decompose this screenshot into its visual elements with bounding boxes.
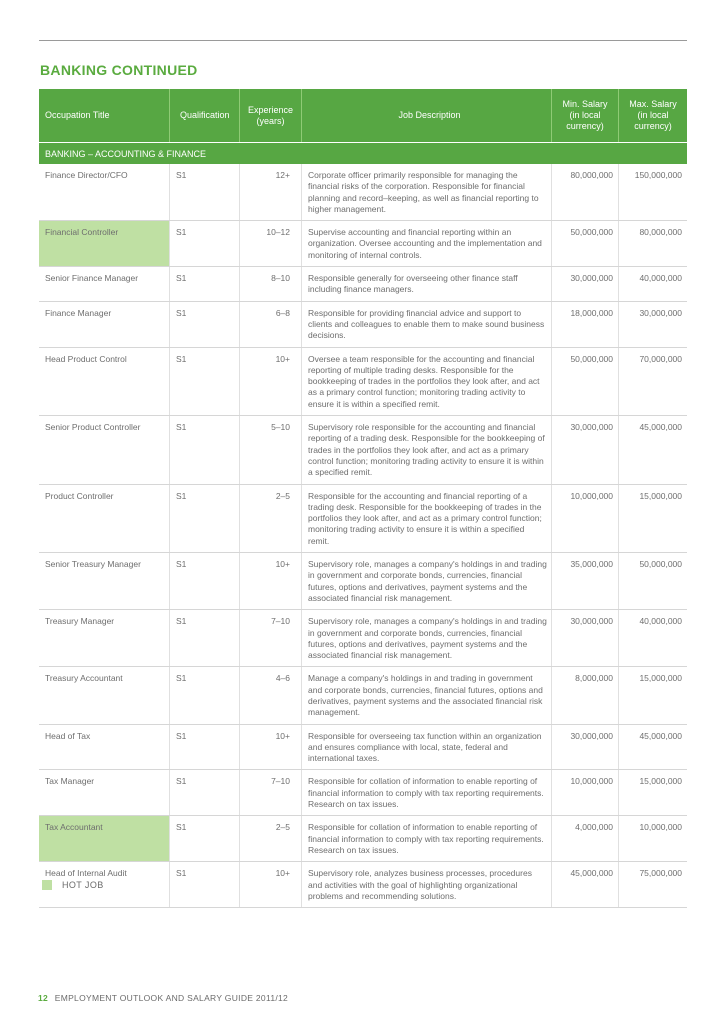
job-description: Responsible for overseeing tax function within an organization and ensures compliance with local, state, federal and international taxes. — [302, 725, 552, 770]
occupation-title: Finance Manager — [39, 302, 170, 347]
occupation-title: Head Product Control — [39, 348, 170, 415]
table-row — [39, 862, 687, 908]
min-salary: 30,000,000 — [552, 267, 619, 301]
experience: 8–10 — [240, 267, 302, 301]
qualification: S1 — [170, 221, 240, 266]
page-footer — [38, 993, 288, 1003]
qualification: S1 — [170, 164, 240, 220]
table-row — [39, 816, 687, 862]
header-max-salary: Max. Salary (in local currency) — [629, 99, 677, 131]
max-salary: 80,000,000 — [639, 227, 682, 238]
max-salary: 15,000,000 — [639, 490, 682, 501]
table-row — [39, 485, 687, 553]
qualification: S1 — [170, 553, 240, 609]
min-salary: 50,000,000 — [552, 348, 619, 415]
job-description: Oversee a team responsible for the accounting and financial reporting of multiple trading desks. Responsible for the bookkeeping of trades in the portfolios they look after, and act as a primary control function; monitoring trading activity to ensure it is within a specified remit. — [302, 348, 552, 415]
occupation-title: Senior Treasury Manager — [39, 553, 170, 609]
occupation-title: Senior Product Controller — [39, 416, 170, 483]
min-salary: 30,000,000 — [552, 416, 619, 483]
experience: 10+ — [240, 348, 302, 415]
experience: 10+ — [240, 725, 302, 770]
min-salary: 80,000,000 — [552, 164, 619, 220]
job-description: Responsible for providing financial advice and support to clients and colleagues to enable them to make sound business decisions. — [302, 302, 552, 347]
footer-text: EMPLOYMENT OUTLOOK AND SALARY GUIDE 2011/12 — [54, 993, 289, 1003]
salary-table — [39, 89, 687, 908]
table-row — [39, 610, 687, 667]
qualification: S1 — [170, 267, 240, 301]
qualification: S1 — [170, 725, 240, 770]
max-salary: 50,000,000 — [639, 559, 682, 570]
job-description: Manage a company's holdings in and trading in government and corporate bonds, currencies, financial futures, options and derivatives, payment systems and the associated financial risk management. — [302, 667, 552, 723]
job-description: Supervise accounting and financial reporting within an organization. Oversee accounting and the implementation and monitoring of internal controls. — [302, 221, 552, 266]
section-title: BANKING CONTINUED — [40, 62, 198, 78]
qualification: S1 — [170, 667, 240, 723]
header-occupation: Occupation Title — [39, 89, 170, 142]
qualification: S1 — [170, 770, 240, 815]
occupation-title: Head of Internal Audit — [39, 862, 170, 907]
header-experience: Experience (years) — [240, 89, 302, 142]
job-description: Supervisory role, manages a company's holdings in and trading in government and corporate bonds, currencies, financial futures, options and derivatives, payment systems and the associated financial risk management. — [302, 553, 552, 609]
job-description: Responsible for collation of information to enable reporting of financial information to comply with tax reporting requirements. Research on tax issues. — [302, 816, 552, 861]
occupation-title: Senior Finance Manager — [39, 267, 170, 301]
table-row — [39, 770, 687, 816]
experience: 2–5 — [240, 816, 302, 861]
qualification: S1 — [170, 816, 240, 861]
table-row — [39, 725, 687, 771]
job-description: Responsible generally for overseeing other finance staff including finance managers. — [302, 267, 552, 301]
hot-job-swatch — [42, 880, 52, 890]
experience: 4–6 — [240, 667, 302, 723]
page-number: 12 — [38, 993, 49, 1003]
group-label: BANKING – ACCOUNTING & FINANCE — [39, 143, 687, 164]
min-salary: 4,000,000 — [552, 816, 619, 861]
qualification: S1 — [170, 485, 240, 552]
max-salary: 45,000,000 — [639, 422, 682, 433]
max-salary: 30,000,000 — [639, 307, 682, 318]
job-description: Responsible for the accounting and financial reporting of a trading desk. Responsible for the bookkeeping of trades in the portfolios they look after, and act as a primary control function; monitoring trading activity to ensure it is within a specified remit. — [302, 485, 552, 552]
top-rule — [39, 40, 687, 41]
occupation-title: Treasury Manager — [39, 610, 170, 666]
job-description: Supervisory role, manages a company's holdings in and trading in government and corporate bonds, currencies, financial futures, options and derivatives, payment systems and the associated financial risk management. — [302, 610, 552, 666]
experience: 2–5 — [240, 485, 302, 552]
table-row — [39, 553, 687, 610]
job-description: Responsible for collation of information to enable reporting of financial information to comply with tax reporting requirements. Research on tax issues. — [302, 770, 552, 815]
min-salary: 30,000,000 — [552, 610, 619, 666]
experience: 10+ — [240, 553, 302, 609]
min-salary: 30,000,000 — [552, 725, 619, 770]
min-salary: 50,000,000 — [552, 221, 619, 266]
min-salary: 8,000,000 — [552, 667, 619, 723]
occupation-title: Finance Director/CFO — [39, 164, 170, 220]
table-row — [39, 267, 687, 302]
max-salary: 15,000,000 — [639, 776, 682, 787]
job-description: Supervisory role responsible for the accounting and financial reporting of a trading desk. Responsible for the bookkeeping of trades in the portfolios they look after, and act as a primary control function; monitoring trading activity to ensure it is within a specified remit. — [302, 416, 552, 483]
table-header — [39, 89, 687, 142]
qualification: S1 — [170, 348, 240, 415]
min-salary: 10,000,000 — [552, 485, 619, 552]
occupation-title: Treasury Accountant — [39, 667, 170, 723]
table-body — [39, 164, 687, 908]
table-row — [39, 667, 687, 724]
experience: 10–12 — [240, 221, 302, 266]
max-salary: 40,000,000 — [639, 616, 682, 627]
experience: 7–10 — [240, 770, 302, 815]
experience: 7–10 — [240, 610, 302, 666]
experience: 6–8 — [240, 302, 302, 347]
table-row — [39, 221, 687, 267]
experience: 5–10 — [240, 416, 302, 483]
legend — [42, 880, 104, 890]
max-salary: 10,000,000 — [639, 822, 682, 833]
min-salary: 45,000,000 — [552, 862, 619, 907]
occupation-title: Tax Accountant — [39, 816, 170, 861]
table-row — [39, 302, 687, 348]
min-salary: 18,000,000 — [552, 302, 619, 347]
job-description: Supervisory role, analyzes business processes, procedures and activities with the goal of highlighting organizational problems and recommending solutions. — [302, 862, 552, 907]
qualification: S1 — [170, 610, 240, 666]
header-min-salary: Min. Salary (in local currency) — [552, 89, 619, 142]
legend-label: HOT JOB — [62, 880, 104, 890]
occupation-title: Head of Tax — [39, 725, 170, 770]
qualification: S1 — [170, 302, 240, 347]
max-salary: 40,000,000 — [639, 273, 682, 284]
min-salary: 35,000,000 — [552, 553, 619, 609]
job-description: Corporate officer primarily responsible for managing the financial risks of the corporation. Responsible for financial planning and record–keeping, as well as financial reporting to higher management. — [302, 164, 552, 220]
table-row — [39, 348, 687, 416]
header-qualification: Qualification — [170, 89, 240, 142]
experience: 10+ — [240, 862, 302, 907]
max-salary: 150,000,000 — [634, 170, 682, 180]
max-salary: 15,000,000 — [639, 673, 682, 684]
max-salary: 75,000,000 — [639, 868, 682, 879]
occupation-title: Product Controller — [39, 485, 170, 552]
qualification: S1 — [170, 862, 240, 907]
header-description: Job Description — [302, 89, 552, 142]
min-salary: 10,000,000 — [552, 770, 619, 815]
experience: 12+ — [240, 164, 302, 220]
qualification: S1 — [170, 416, 240, 483]
table-row — [39, 164, 687, 221]
table-row — [39, 416, 687, 484]
max-salary: 45,000,000 — [639, 730, 682, 741]
occupation-title: Tax Manager — [39, 770, 170, 815]
occupation-title: Financial Controller — [39, 221, 170, 266]
max-salary: 70,000,000 — [639, 353, 682, 364]
